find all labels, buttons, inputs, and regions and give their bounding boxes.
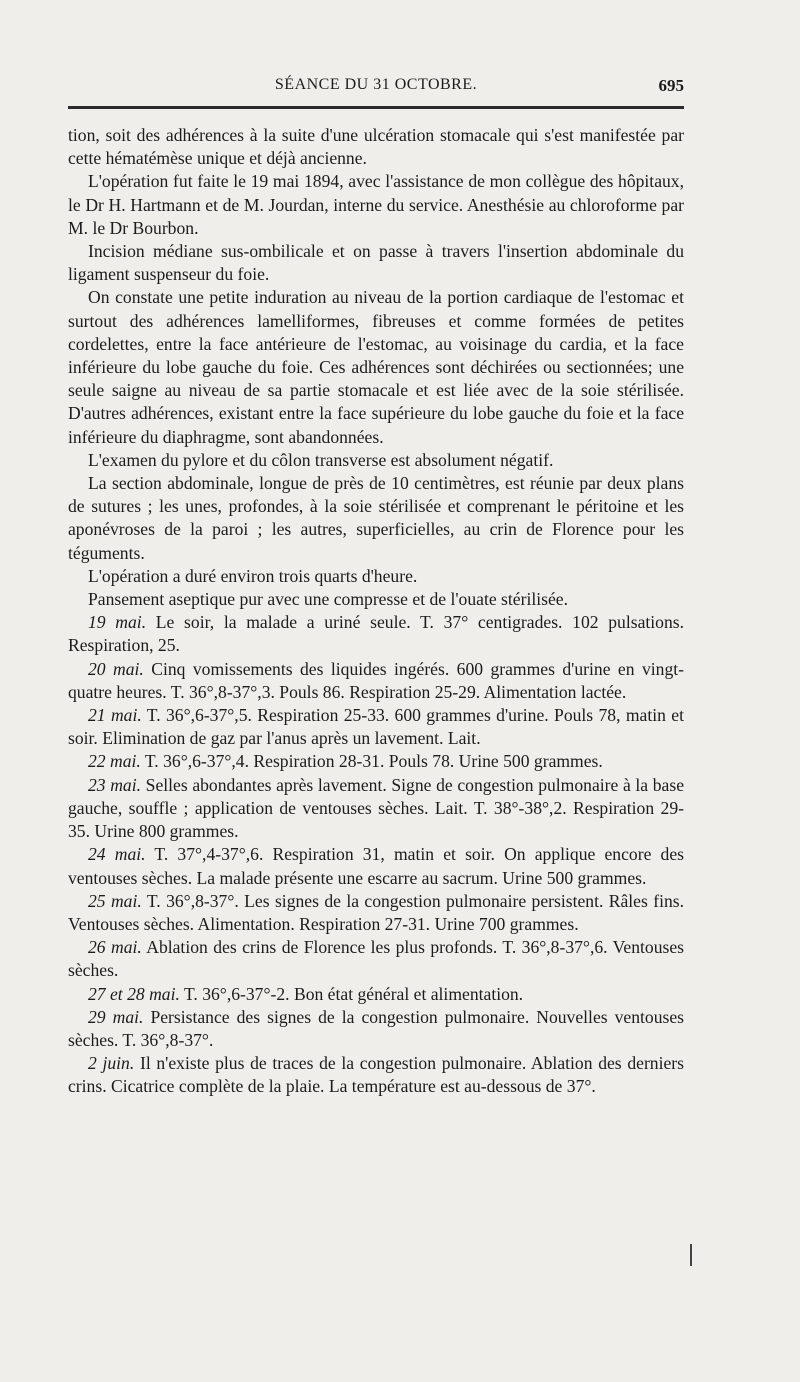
entry-date: 19 mai.	[88, 612, 147, 633]
paragraph: La section abdominale, longue de près de 10 centimètres, est réunie par deux plans de sutures ; les unes, profondes, à la soie stérilisée et comprenant le péritoine et les aponévroses de la paroi ; les autres, superficielles, au crin de Florence pour les téguments.	[68, 473, 684, 563]
daily-entry: 21 mai. T. 36°,6-37°,5. Respiration 25-33. 600 grammes d'urine. Pouls 78, matin et soir. Elimination de gaz par l'anus après un lavement. Lait.	[68, 705, 684, 749]
entry-date: 27 et 28 mai.	[88, 983, 180, 1004]
entry-date: 21 mai.	[88, 705, 142, 726]
daily-entry: 25 mai. T. 36°,8-37°. Les signes de la congestion pulmonaire persistent. Râles fins. Ventouses sèches. Alimentation. Respiration 27-31. Urine 700 grammes.	[68, 890, 684, 934]
daily-entry: 20 mai. Cinq vomissements des liquides ingérés. 600 grammes d'urine en vingt-quatre heures. T. 36°,8-37°,3. Pouls 86. Respiration 25-29. Alimentation lactée.	[68, 658, 684, 702]
entry-date: 29 mai.	[88, 1006, 144, 1027]
body-text	[68, 124, 684, 1099]
entry-date: 24 mai.	[88, 844, 146, 865]
paragraph: L'opération fut faite le 19 mai 1894, avec l'assistance de mon collègue des hôpitaux, le Dr H. Hartmann et de M. Jourdan, interne du service. Anesthésie au chloroforme par M. le Dr Bourbon.	[68, 171, 684, 238]
daily-entry: 26 mai. Ablation des crins de Florence les plus profonds. T. 36°,8-37°,6. Ventouses sèches.	[68, 937, 684, 981]
paragraph: L'examen du pylore et du côlon transverse est absolument négatif.	[88, 449, 554, 470]
entry-date: 20 mai.	[88, 658, 144, 679]
paragraph: L'opération a duré environ trois quarts d'heure.	[88, 565, 418, 586]
daily-entry: 22 mai. T. 36°,6-37°,4. Respiration 28-31. Pouls 78. Urine 500 grammes.	[88, 751, 603, 772]
paragraph: tion, soit des adhérences à la suite d'une ulcération stomacale qui s'est manifestée par cette hématémèse unique et déjà ancienne.	[68, 125, 684, 169]
entry-date: 25 mai.	[88, 890, 142, 911]
stray-ink-mark	[690, 1244, 692, 1266]
header-rule	[68, 106, 684, 109]
paragraph: Incision médiane sus-ombilicale et on passe à travers l'insertion abdominale du ligament suspenseur du foie.	[68, 241, 684, 285]
paragraph: On constate une petite induration au niveau de la portion cardiaque de l'estomac et surtout des adhérences lamelliformes, fibreuses et comme formées de petites cordelettes, entre la face antérieure de l'estomac, au voisinage du cardia, et la face inférieure du lobe gauche du foie. Ces adhérences sont déchirées ou sectionnées; une seule saigne au niveau de sa partie stomacale et est liée avec de la soie stérilisée. D'autres adhérences, existant entre la face supérieure du lobe gauche du foie et la face inférieure du diaphragme, sont abandonnées.	[68, 287, 684, 447]
entry-date: 22 mai.	[88, 751, 141, 772]
entry-date: 23 mai.	[88, 774, 142, 795]
daily-entry: 2 juin. Il n'existe plus de traces de la congestion pulmonaire. Ablation des derniers crins. Cicatrice complète de la plaie. La température est au-dessous de 37°.	[68, 1053, 684, 1097]
entry-date: 26 mai.	[88, 937, 142, 958]
page-number: 695	[658, 76, 684, 95]
page-header	[68, 76, 684, 100]
daily-entry: 24 mai. T. 37°,4-37°,6. Respiration 31, matin et soir. On applique encore des ventouses sèches. La malade présente une escarre au sacrum. Urine 500 grammes.	[68, 844, 684, 888]
entry-date: 2 juin.	[88, 1053, 135, 1074]
daily-entry: 27 et 28 mai. T. 36°,6-37°-2. Bon état général et alimentation.	[88, 983, 524, 1004]
running-title: SÉANCE DU 31 OCTOBRE.	[274, 76, 478, 93]
paragraph: Pansement aseptique pur avec une compresse et de l'ouate stérilisée.	[88, 589, 568, 610]
daily-entry: 23 mai. Selles abondantes après lavement. Signe de congestion pulmonaire à la base gauche, souffle ; application de ventouses sèches. Lait. T. 38°-38°,2. Respiration 29-35. Urine 800 grammes.	[68, 774, 685, 842]
daily-entry: 19 mai. Le soir, la malade a uriné seule. T. 37° centigrades. 102 pulsations. Respiration, 25.	[68, 612, 684, 656]
daily-entry: 29 mai. Persistance des signes de la congestion pulmonaire. Nouvelles ventouses sèches. T. 36°,8-37°.	[68, 1006, 685, 1050]
